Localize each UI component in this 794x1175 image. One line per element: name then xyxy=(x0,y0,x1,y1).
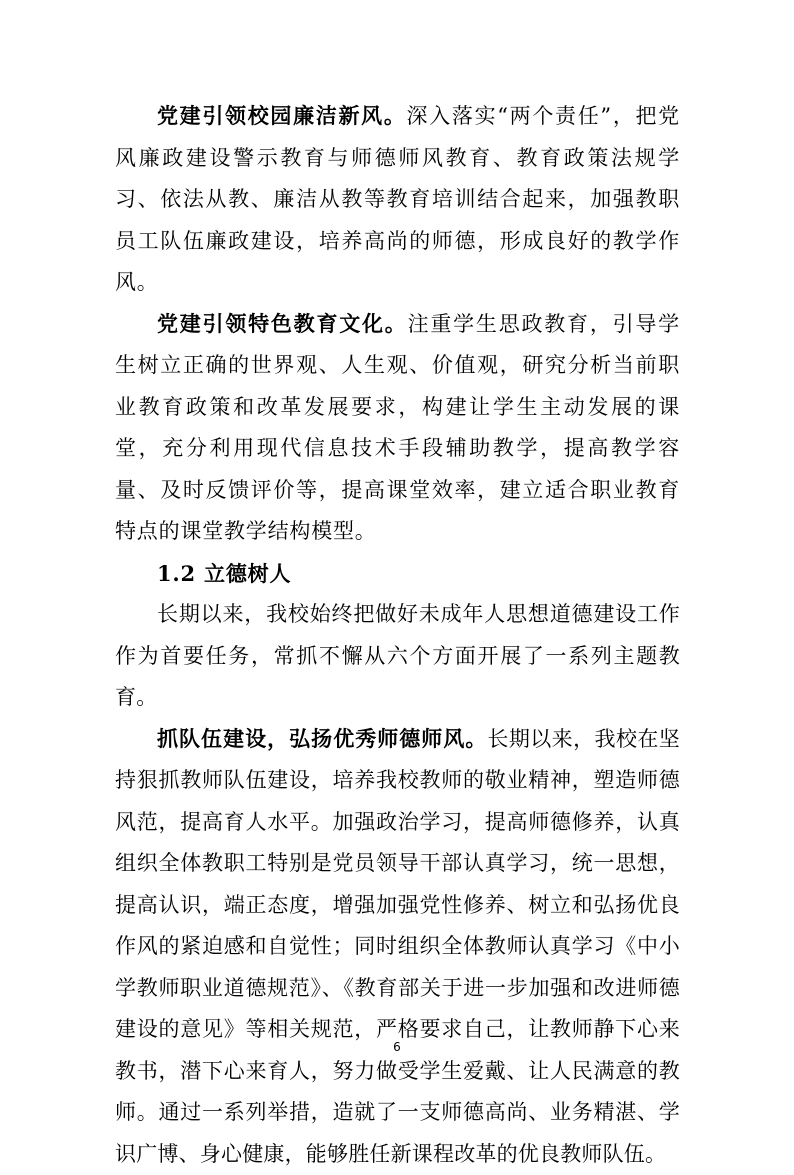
paragraph-text: 深入落实“两个责任”，把党风廉政建设警示教育与师德师风教育、教育政策法规学习、依法从教、廉洁从教等教育培训结合起来，加强教职员工队伍廉政建设，培养高尚的师德，形成良好的教学作风。 xyxy=(115,104,680,294)
paragraph-clean-governance xyxy=(115,96,680,304)
paragraph-lead: 党建引领校园廉洁新风。 xyxy=(157,104,407,128)
paragraph-education-culture xyxy=(115,304,680,553)
paragraph-text: 长期以来，我校在坚持狠抓教师队伍建设，培养我校教师的敬业精神，塑造师德风范，提高育人水平。加强政治学习，提高师德修养，认真组织全体教职工特别是党员领导干部认真学习，统一思想，提高认识，端正态度，增强加强党性修养、树立和弘扬优良作风的紧迫感和自觉性；同时组织全体教师认真学习《中小学教师职业道德规范》、《教育部关于进一步加强和改进师德建设的意见》等相关规范，严格要求自己，让教师静下心来教书，潜下心来育人，努力做受学生爱戴、让人民满意的教师。通过一系列举措，造就了一支师德高尚、业务精湛、学识广博、身心健康，能够胜任新课程改革的优良教师队伍。 xyxy=(115,727,680,1166)
paragraph-teacher-ethics xyxy=(115,719,680,1175)
paragraph-lead: 抓队伍建设，弘扬优秀师德师风。 xyxy=(157,727,487,751)
page-number: 6 xyxy=(0,1040,794,1054)
paragraph-text: 注重学生思政教育，引导学生树立正确的世界观、人生观、价值观，研究分析当前职业教育政策和改革发展要求，构建让学生主动发展的课堂，充分利用现代信息技术手段辅助教学，提高教学容量、及时反馈评价等，提高课堂效率，建立适合职业教育特点的课堂教学结构模型。 xyxy=(115,312,680,544)
paragraph-lead: 党建引领特色教育文化。 xyxy=(157,312,408,336)
section-intro-paragraph: 长期以来，我校始终把做好未成年人思想道德建设工作作为首要任务，常抓不懈从六个方面开展了一系列主题教育。 xyxy=(115,594,680,719)
section-heading: 1.2 立德树人 xyxy=(115,553,680,595)
document-body xyxy=(115,96,680,1175)
